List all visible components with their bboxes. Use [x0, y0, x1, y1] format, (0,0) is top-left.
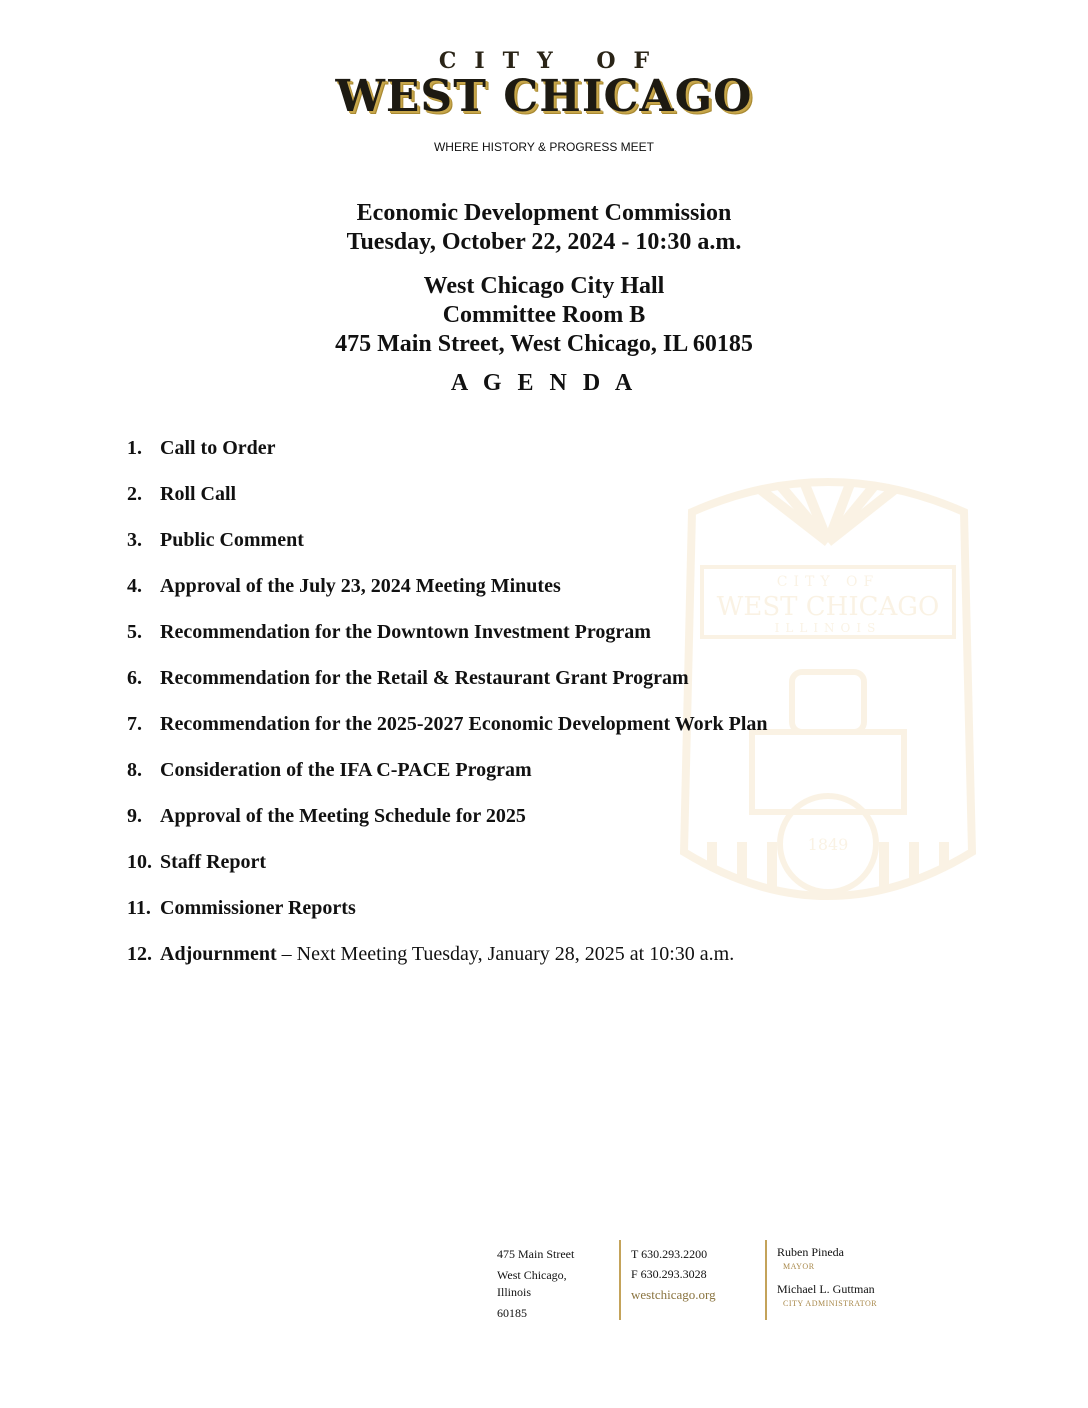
footer-divider: [619, 1240, 621, 1320]
agenda-item: 7. Recommendation for the 2025-2027 Economic Development Work Plan: [127, 713, 768, 735]
agenda-item: 3. Public Comment: [127, 529, 304, 551]
agenda-item: 4. Approval of the July 23, 2024 Meeting Minutes: [127, 575, 561, 597]
agenda-item: 6. Recommendation for the Retail & Restaurant Grant Program: [127, 667, 689, 689]
logo-tagline: WHERE HISTORY & PROGRESS MEET: [433, 140, 655, 154]
agenda-item: 10. Staff Report: [127, 851, 267, 873]
meeting-location: [0, 272, 1088, 359]
agenda-item: 2. Roll Call: [127, 483, 237, 505]
footer-fax: F 630.293.3028: [631, 1267, 707, 1281]
commission-title: Economic Development Commission: [356, 200, 732, 226]
agenda-item: 1. Call to Order: [127, 437, 276, 459]
agenda-item: 8. Consideration of the IFA C-PACE Program: [127, 759, 532, 781]
agenda-item: 12. Adjournment – Next Meeting Tuesday, January 28, 2025 at 10:30 a.m.: [127, 943, 735, 965]
seal-year: 1849: [807, 835, 849, 854]
agenda-list: [127, 433, 768, 985]
room-name: Committee Room B: [442, 302, 646, 328]
city-logo: [0, 48, 1088, 120]
agenda-item: 9. Approval of the Meeting Schedule for 2025: [127, 805, 526, 827]
mayor-title: MAYOR: [783, 1262, 815, 1271]
next-meeting-note: – Next Meeting Tuesday, January 28, 2025 at 10:30 a.m.: [276, 943, 735, 965]
agenda-heading: A G E N D A: [450, 370, 638, 396]
venue-name: West Chicago City Hall: [423, 273, 665, 299]
footer-website-link[interactable]: westchicago.org: [631, 1287, 716, 1302]
seal-state: ILLINOIS: [774, 621, 882, 635]
footer-phone: T 630.293.2200: [631, 1247, 708, 1261]
seal-city-of: CITY OF: [776, 574, 880, 590]
venue-address: 475 Main Street, West Chicago, IL 60185: [335, 331, 753, 357]
meeting-header: [0, 199, 1088, 257]
footer-divider: [765, 1240, 767, 1320]
agenda-item: 5. Recommendation for the Downtown Investment Program: [127, 621, 651, 643]
logo-city-of: CITY OF: [438, 48, 668, 74]
meeting-datetime: Tuesday, October 22, 2024 - 10:30 a.m.: [346, 229, 742, 255]
mayor-name: Ruben Pineda: [777, 1245, 844, 1259]
logo-city-name: WEST CHICAGO: [335, 71, 753, 122]
footer-officials: [777, 1244, 877, 1310]
footer-contact: [631, 1246, 716, 1303]
administrator-name: Michael L. Guttman: [777, 1282, 875, 1296]
footer-address: 475 Main Street West Chicago, Illinois 60185: [497, 1247, 575, 1320]
administrator-title: CITY ADMINISTRATOR: [783, 1299, 878, 1308]
agenda-item: 11. Commissioner Reports: [127, 897, 356, 919]
seal-city-name: WEST CHICAGO: [716, 592, 940, 622]
